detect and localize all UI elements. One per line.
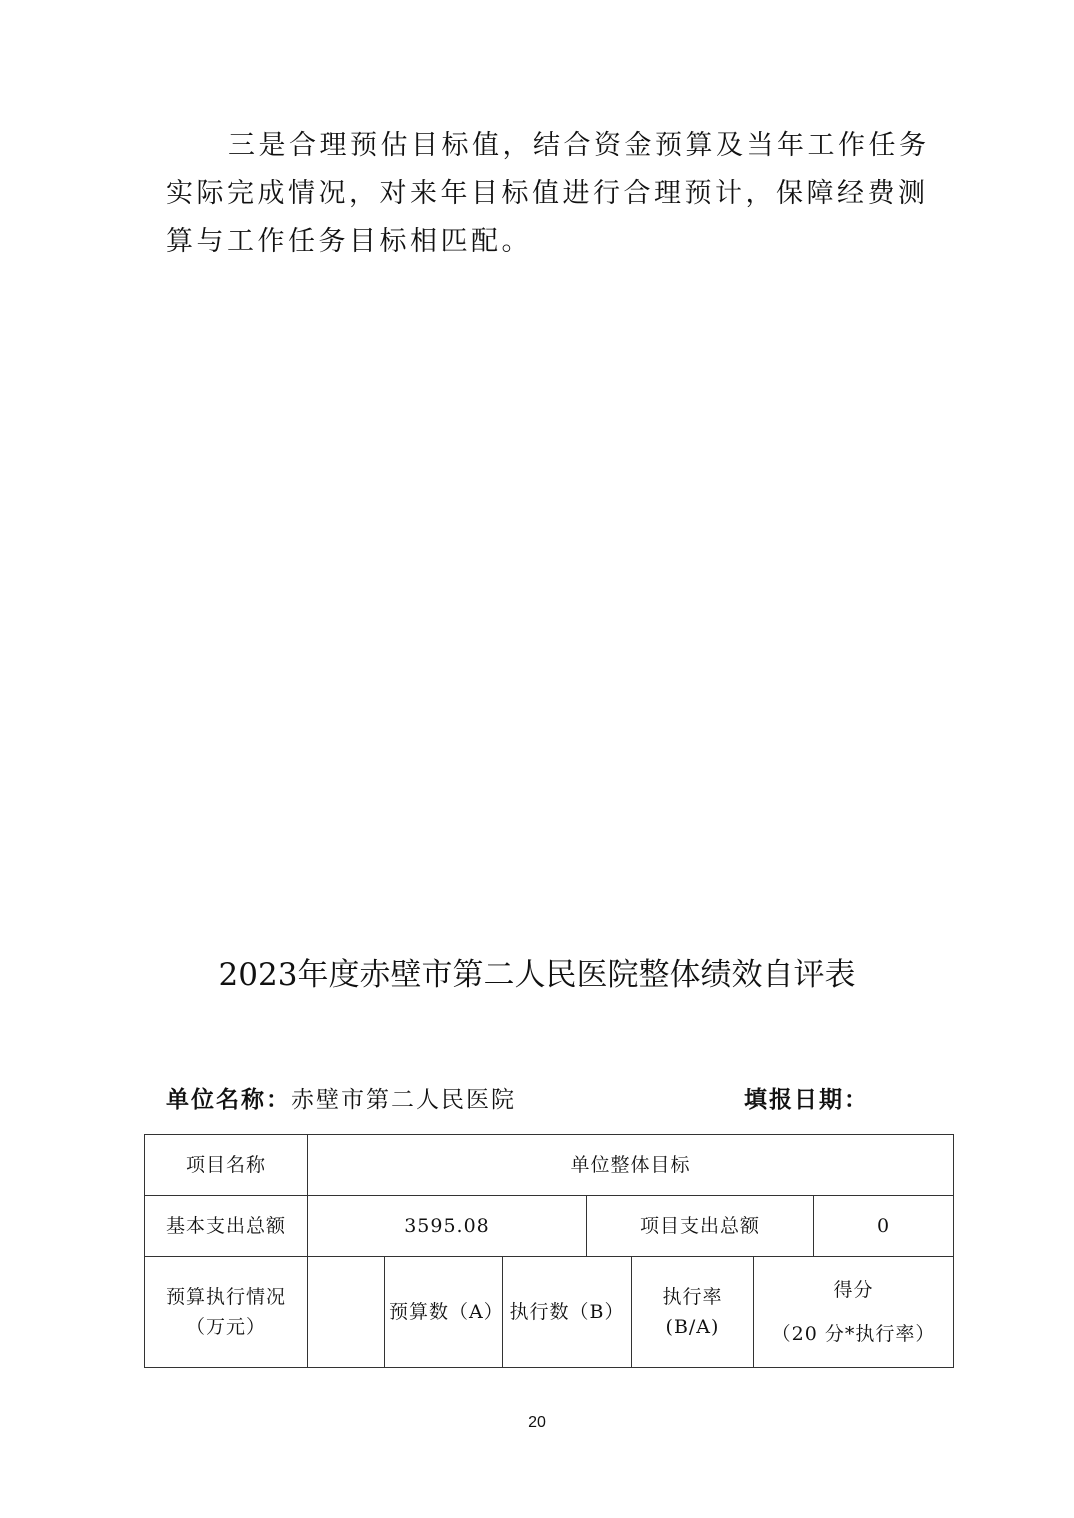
basic-expenditure-label: 基本支出总额 [145,1196,308,1257]
fill-date-field [744,1082,869,1118]
performance-evaluation-table [144,1134,954,1368]
document-title: 2023年度赤壁市第二人民医院整体绩效自评表 [218,957,856,993]
score-line2: （20 分*执行率） [771,1323,936,1345]
project-expenditure-label: 项目支出总额 [587,1196,814,1257]
page-number: 20 [528,1414,546,1431]
project-expenditure-value: 0 [814,1196,954,1257]
form-meta-row [166,1082,938,1118]
basic-expenditure-value: 3595.08 [308,1196,587,1257]
table-row [145,1135,954,1196]
budget-execution-label-line2: （万元） [185,1316,266,1338]
table-row [145,1257,954,1368]
budget-execution-label-line1: 预算执行情况 [165,1286,286,1308]
unit-name-value: 赤壁市第二人民医院 [291,1087,516,1113]
execution-rate-line2: (B/A) [665,1316,720,1338]
project-name-value: 单位整体目标 [308,1135,954,1196]
score-header [754,1257,954,1368]
fill-date-label: 填报日期： [744,1086,869,1113]
body-paragraph: 三是合理预估目标值，结合资金预算及当年工作任务实际完成情况，对来年目标值进行合理预计，保障经费测算与工作任务目标相匹配。 [166,130,930,257]
executed-amount-header: 执行数（B） [503,1257,632,1368]
execution-rate-header [632,1257,754,1368]
blank-cell [308,1257,385,1368]
budget-amount-header: 预算数（A） [385,1257,503,1368]
table-row [145,1196,954,1257]
unit-name-field [166,1082,516,1118]
unit-name-label: 单位名称： [166,1086,291,1113]
project-name-label: 项目名称 [145,1135,308,1196]
budget-execution-label [145,1257,308,1368]
execution-rate-line1: 执行率 [662,1286,723,1308]
score-line1: 得分 [833,1279,874,1301]
